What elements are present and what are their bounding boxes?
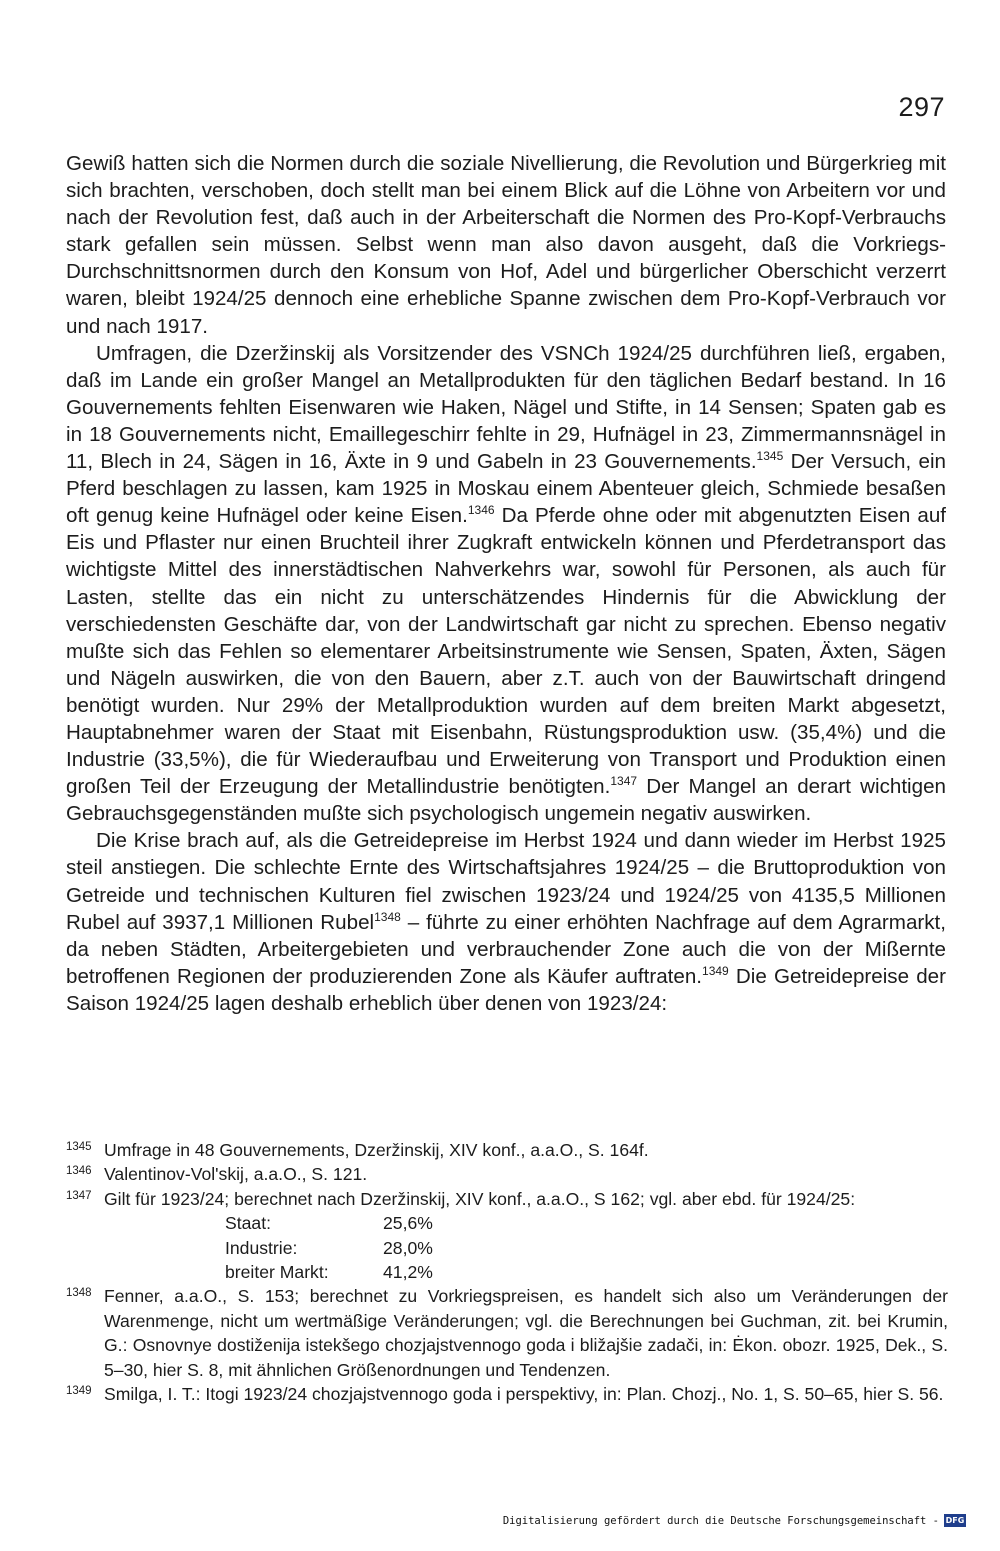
table-value: 25,6% <box>383 1213 433 1234</box>
footnote-text <box>104 1187 948 1285</box>
footnote-number: 1346 <box>66 1165 92 1178</box>
digitization-footer <box>503 1514 966 1527</box>
table-row <box>225 1236 433 1260</box>
footnote-ref: 1348 <box>374 909 401 924</box>
footnote <box>66 1382 948 1406</box>
footnote <box>66 1138 948 1162</box>
table-value: 28,0% <box>383 1237 433 1258</box>
paragraph-text: Die Krise brach auf, als die Getreidepreise im Herbst 1924 und dann wieder im Herbst 1925 steil anstiegen. Die schlechte Ernte des Wirtschaftsjahres 1924/25 – die Bruttoproduktion von Getreide und technischen Kulturen fiel zwischen 1923/24 und 1924/25 von 4135,5 Millionen Rubel auf 3937,1 Millionen Rubel <box>66 829 946 934</box>
table-row <box>225 1260 433 1284</box>
footnote-text: Umfrage in 48 Gouvernements, Dzeržinskij, XIV konf., a.a.O., S. 164f. <box>104 1140 649 1160</box>
footnote <box>66 1162 948 1186</box>
paragraph <box>66 340 946 828</box>
footnote-text: Fenner, a.a.O., S. 153; berechnet zu Vorkriegspreisen, es handelt sich also um Veränderungen der Warenmenge, nicht um wertmäßige Veränderungen; vgl. die Berechnungen bei Guchman, zit. bei Krumin, G.: Osnovnye dostiženija istekšego chozjajstvennogo goda i bližajšie zadači, in: Ėkon. obozr. 1925, Dek., S. 5–30, hier S. 8, mit ähnlichen Größenordnungen und Tendenzen. <box>104 1286 948 1380</box>
footnote-text: Smilga, I. T.: Itogi 1923/24 chozjajstvennogo goda i perspektivy, in: Plan. Chozj., No. 1, S. 50–65, hier S. 56. <box>104 1384 944 1405</box>
footnote-number: 1345 <box>66 1141 92 1153</box>
page-number: 297 <box>898 92 945 122</box>
footnote-ref: 1347 <box>610 774 638 789</box>
paragraph-text: Der Versuch, ein Pferd beschlagen zu lassen, kam 1925 in Moskau einem Abenteuer gleich, Schmiede besaßen oft genug keine Hufnägel oder keine Eisen. <box>66 450 946 528</box>
paragraph <box>66 827 946 1017</box>
paragraph-text: Die Getreidepreise der Saison 1924/25 lagen deshalb erheblich über denen von 1923/24: <box>66 964 946 1015</box>
paragraph-text: Gewiß hatten sich die Normen durch die soziale Nivellierung, die Revolution und Bürgerkrieg mit sich brachten, verschoben, doch stellt man bei einem Blick auf die Löhne von Arbeitern vor und nach der Revolution fest, daß auch in der Arbeiterschaft die Normen des Pro-Kopf-Verbrauchs stark gefallen sein müssen. Selbst wenn man also davon ausgeht, daß die Vorkriegs-Durchschnittsnormen durch den Konsum von Hof, Adel und bürgerlicher Oberschicht verzerrt waren, bleibt 1924/25 dennoch eine erhebliche Spanne zwischen dem Pro-Kopf-Verbrauch vor und nach 1917. <box>66 152 946 338</box>
footnote-text: Valentinov-Vol'skij, a.a.O., S. 121. <box>104 1164 368 1185</box>
paragraph-text: Umfragen, die Dzeržinskij als Vorsitzender des VSNCh 1924/25 durchführen ließ, ergaben, daß im Lande ein großer Mangel an Metallprodukten für den täglichen Bedarf bestand. In 16 Gouvernements fehlten Eisenwaren wie Haken, Nägel und Stifte, in 14 Sensen; Spaten gab es in 18 Gouvernements nicht, Emaillegeschirr fehlte in 29, Hufnägel in 23, Zimmermannsnägel in 11, Blech in 24, Sägen in 16, Äxte in 9 und Gabeln in 23 Gouvernements. <box>66 341 946 474</box>
table-label: Industrie: <box>225 1237 298 1258</box>
paragraph <box>66 150 946 340</box>
footnote-number: 1348 <box>66 1287 92 1300</box>
table-value: 41,2% <box>383 1262 433 1283</box>
footnotes <box>66 1138 948 1406</box>
footnote-text-line: Gilt für 1923/24; berechnet nach Dzeržinskij, XIV konf., a.a.O., S 162; vgl. aber ebd. für 1924/25: <box>104 1188 856 1209</box>
footnote-ref: 1346 <box>467 503 495 518</box>
footer-text: Digitalisierung gefördert durch die Deutsche Forschungsgemeinschaft - <box>502 1514 939 1527</box>
dfg-logo: DFG <box>945 1516 965 1525</box>
footnote-ref: 1345 <box>756 449 784 464</box>
footnote <box>66 1284 948 1382</box>
paragraph-text: Der Mangel an derart wichtigen Gebrauchsgegenständen mußte sich psychologisch ungemein negativ auswirken. <box>66 775 946 826</box>
footnote-ref: 1349 <box>702 963 729 978</box>
paragraph-text: – führte zu einer erhöhten Nachfrage auf dem Agrarmarkt, da neben Städten, Arbeitergebieten und verbrauchender Zone auch die von der Mißernte betroffenen Regionen der produzierenden Zone als Käufer auftraten. <box>66 910 946 988</box>
main-text <box>66 150 946 1017</box>
footnote <box>66 1187 948 1285</box>
paragraph-text: Da Pferde ohne oder mit abgenutzten Eisen auf Eis und Pflaster nur einen Bruchteil ihrer Zugkraft entwickeln können und Pferdetransport das wichtigste Mittel des innerstädtischen Nahverkehrs war, sowohl für Personen, als auch für Lasten, stellte das ein nicht zu unterschätzendes Hindernis für die Abwicklung der verschiedensten Geschäfte dar, von der Landwirtschaft gar nicht zu sprechen. Ebenso negativ mußte sich das Fehlen so elementarer Arbeitsinstrumente wie Sensen, Spaten, Äxten, Sägen und Nägeln auswirken, die von den Bauern, aber z.T. auch von der Bauwirtschaft dringend benötigt wurden. Nur 29% der Metallproduktion wurden auf dem breiten Markt abgesetzt, Hauptabnehmer waren der Staat mit Eisenbahn, Rüstungsproduktion usw. (35,4%) und die Industrie (33,5%), die für Wiederaufbau und Erweiterung von Transport und Produktion einen großen Teil der Erzeugung der Metallindustrie benötigten. <box>66 504 946 799</box>
footnote-number: 1347 <box>66 1189 92 1202</box>
share-table <box>225 1211 433 1284</box>
table-label: breiter Markt: <box>225 1262 329 1283</box>
table-row <box>225 1211 433 1235</box>
table-label: Staat: <box>225 1213 271 1234</box>
footnote-number: 1349 <box>66 1385 92 1398</box>
